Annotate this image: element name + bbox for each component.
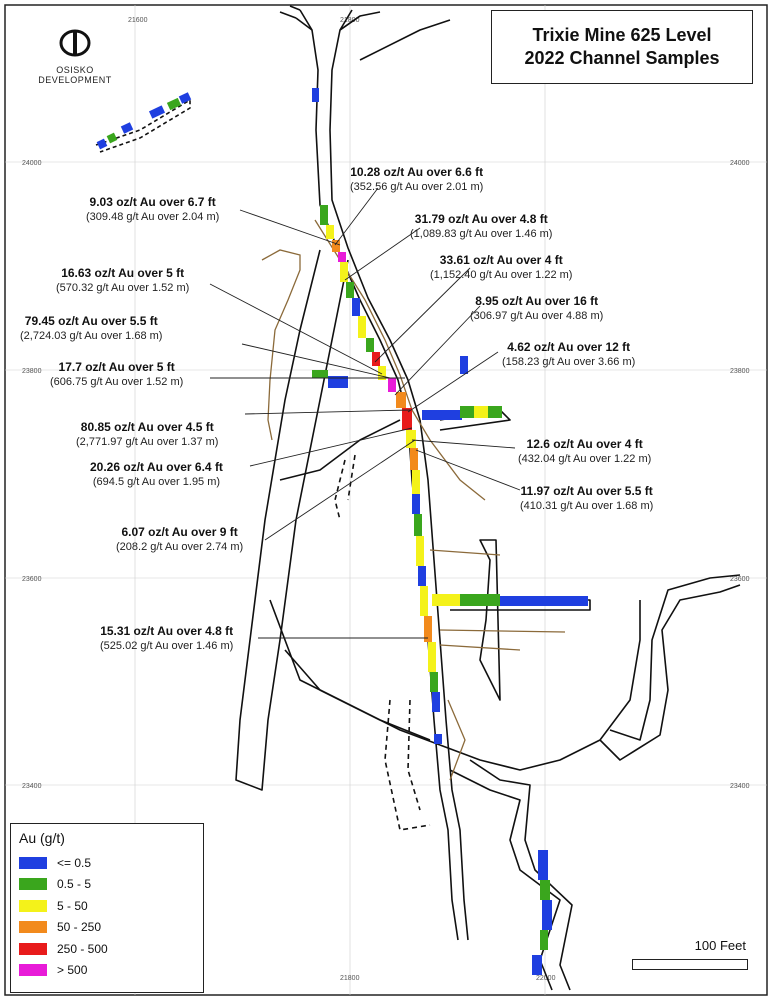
- northing-label: 24000: [22, 160, 42, 167]
- annotation-metric: (1,152.40 g/t Au over 1.22 m): [430, 269, 573, 281]
- annotation-grade: 15.31 oz/t Au over 4.8 ft: [100, 624, 234, 638]
- legend-swatch: [19, 943, 47, 955]
- northing-label: 24000: [730, 160, 750, 167]
- annotation-metric: (352.56 g/t Au over 2.01 m): [350, 181, 484, 193]
- annotation-metric: (570.32 g/t Au over 1.52 m): [56, 282, 190, 294]
- legend-swatch: [19, 857, 47, 869]
- osisko-logo-icon: [55, 28, 95, 58]
- easting-label: 21800: [340, 975, 360, 982]
- annotation-grade: 9.03 oz/t Au over 6.7 ft: [89, 195, 216, 209]
- annotation-metric: (309.48 g/t Au over 2.04 m): [86, 211, 220, 223]
- legend-label: 5 - 50: [57, 898, 88, 913]
- annotation-grade: 6.07 oz/t Au over 9 ft: [121, 525, 238, 539]
- osisko-logo: [20, 28, 130, 84]
- legend-label: 50 - 250: [57, 920, 102, 935]
- annotation-metric: (525.02 g/t Au over 1.46 m): [100, 640, 234, 652]
- assay-annotation: [50, 360, 183, 389]
- annotation-metric: (2,771.97 g/t Au over 1.37 m): [76, 436, 219, 448]
- northing-label: 23400: [730, 783, 750, 790]
- easting-label: 21600: [128, 17, 148, 24]
- northing-label: 23600: [730, 576, 750, 583]
- legend-item: [19, 874, 195, 896]
- assay-annotation: [410, 212, 552, 241]
- legend-label: 250 - 500: [57, 941, 108, 956]
- grade-legend: [10, 823, 204, 993]
- scale-bar: [630, 938, 750, 978]
- annotation-grade: 31.79 oz/t Au over 4.8 ft: [414, 212, 548, 226]
- assay-annotation: [116, 525, 243, 554]
- assay-annotation: [90, 460, 223, 489]
- northing-label: 23600: [22, 576, 42, 583]
- legend-item: [19, 960, 195, 982]
- assay-annotation: [56, 266, 189, 295]
- annotation-grade: 10.28 oz/t Au over 6.6 ft: [350, 165, 484, 179]
- assay-annotation: [430, 253, 572, 282]
- assay-annotation: [502, 340, 635, 369]
- assay-annotation: [76, 420, 218, 449]
- map-title-line-2: 2022 Channel Samples: [524, 48, 720, 68]
- annotation-grade: 8.95 oz/t Au over 16 ft: [475, 294, 599, 308]
- annotation-metric: (208.2 g/t Au over 2.74 m): [116, 541, 244, 553]
- assay-annotation: [20, 314, 162, 343]
- legend-item: [19, 895, 195, 917]
- annotation-metric: (2,724.03 g/t Au over 1.68 m): [20, 330, 163, 342]
- annotation-grade: 80.85 oz/t Au over 4.5 ft: [80, 420, 214, 434]
- northing-label: 23800: [22, 368, 42, 375]
- annotation-metric: (1,089.83 g/t Au over 1.46 m): [410, 228, 553, 240]
- annotation-grade: 79.45 oz/t Au over 5.5 ft: [24, 314, 158, 328]
- annotation-metric: (410.31 g/t Au over 1.68 m): [520, 500, 654, 512]
- legend-swatch: [19, 964, 47, 976]
- assay-annotation: [100, 624, 233, 653]
- scale-bar-graphic: [632, 959, 748, 970]
- annotation-grade: 16.63 oz/t Au over 5 ft: [61, 266, 185, 280]
- legend-item: [19, 852, 195, 874]
- legend-swatch: [19, 900, 47, 912]
- annotation-metric: (606.75 g/t Au over 1.52 m): [50, 376, 184, 388]
- legend-label: <= 0.5: [57, 855, 92, 870]
- easting-label: 21800: [340, 17, 360, 24]
- assay-annotation: [520, 484, 653, 513]
- easting-label: 22000: [536, 975, 556, 982]
- legend-title: Au (g/t): [19, 830, 65, 846]
- legend-swatch: [19, 878, 47, 890]
- assay-annotation: [350, 165, 483, 194]
- annotation-grade: 11.97 oz/t Au over 5.5 ft: [520, 484, 653, 498]
- scale-label: 100 Feet: [694, 938, 746, 953]
- annotation-grade: 17.7 oz/t Au over 5 ft: [58, 360, 175, 374]
- legend-swatch: [19, 921, 47, 933]
- legend-item: [19, 938, 195, 960]
- legend-label: > 500: [57, 963, 88, 978]
- northing-label: 23800: [730, 368, 750, 375]
- logo-text: OSISKO DEVELOPMENT: [38, 65, 112, 85]
- legend-item: [19, 917, 195, 939]
- annotation-grade: 33.61 oz/t Au over 4 ft: [439, 253, 563, 267]
- annotation-metric: (158.23 g/t Au over 3.66 m): [502, 356, 636, 368]
- annotation-metric: (306.97 g/t Au over 4.88 m): [470, 310, 604, 322]
- assay-annotation: [470, 294, 603, 323]
- legend-label: 0.5 - 5: [57, 877, 92, 892]
- annotation-grade: 20.26 oz/t Au over 6.4 ft: [90, 460, 223, 474]
- northing-label: 23400: [22, 783, 42, 790]
- annotation-metric: (432.04 g/t Au over 1.22 m): [518, 453, 652, 465]
- annotation-metric: (694.5 g/t Au over 1.95 m): [92, 476, 221, 488]
- assay-annotation: [518, 437, 651, 466]
- annotation-grade: 12.6 oz/t Au over 4 ft: [526, 437, 643, 451]
- map-title-line-1: Trixie Mine 625 Level: [532, 25, 712, 45]
- assay-annotation: [86, 195, 219, 224]
- annotation-grade: 4.62 oz/t Au over 12 ft: [507, 340, 631, 354]
- map-title-box: [491, 10, 753, 84]
